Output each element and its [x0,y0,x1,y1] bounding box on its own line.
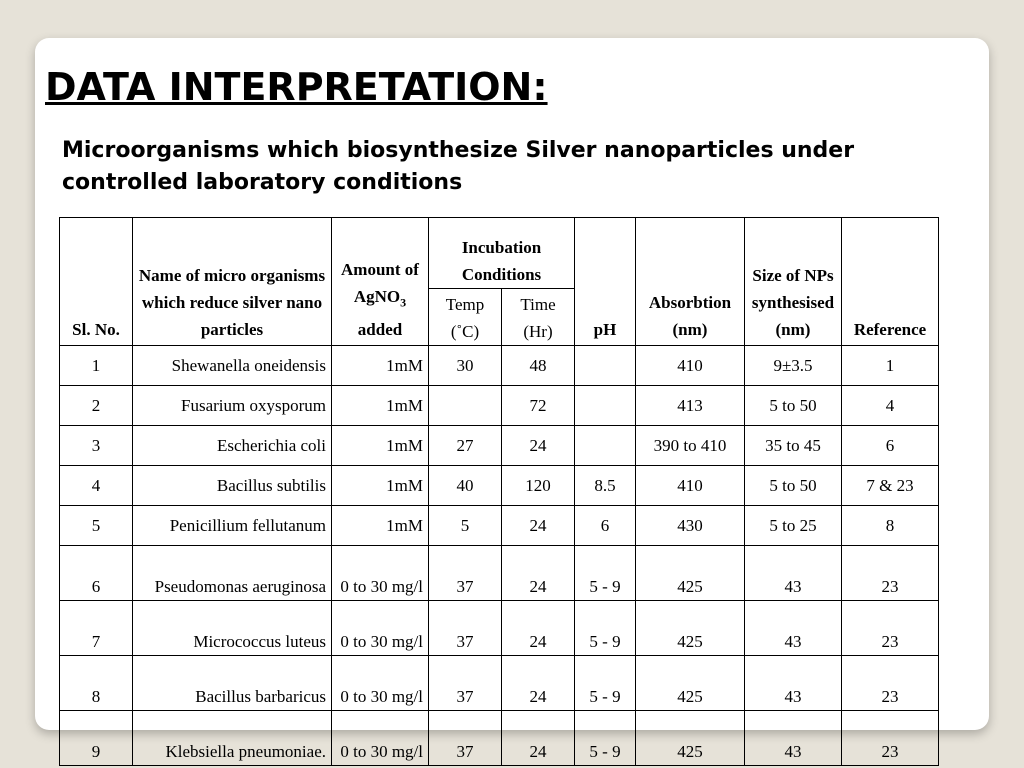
cell-ph: 8.5 [575,466,636,506]
table-row [60,546,939,601]
cell-reference: 6 [842,426,939,466]
header-ph: pH [575,218,636,346]
cell-ph: 5 - 9 [575,546,636,601]
cell-size: 9±3.5 [745,346,842,386]
cell-organism: Shewanella oneidensis [133,346,332,386]
cell-absorption: 425 [636,546,745,601]
cell-organism: Klebsiella pneumoniae. [133,711,332,766]
table-row [60,426,939,466]
header-absorption: Absorbtion (nm) [636,218,745,346]
cell-time: 120 [502,466,575,506]
cell-amount: 0 to 30 mg/l [332,656,429,711]
cell-time: 48 [502,346,575,386]
cell-reference: 4 [842,386,939,426]
cell-temp: 37 [429,546,502,601]
cell-ph [575,426,636,466]
cell-slno: 5 [60,506,133,546]
cell-absorption: 430 [636,506,745,546]
cell-slno: 8 [60,656,133,711]
cell-organism: Bacillus barbaricus [133,656,332,711]
cell-time: 24 [502,711,575,766]
cell-absorption: 425 [636,656,745,711]
cell-absorption: 425 [636,601,745,656]
header-name: Name of micro organisms which reduce silver nano particles [133,218,332,346]
cell-size: 5 to 50 [745,386,842,426]
cell-reference: 7 & 23 [842,466,939,506]
cell-time: 24 [502,546,575,601]
header-temp: Temp (˚C) [429,289,502,346]
header-size: Size of NPs synthesised (nm) [745,218,842,346]
cell-ph: 6 [575,506,636,546]
cell-slno: 6 [60,546,133,601]
slide-title: DATA INTERPRETATION: [45,65,548,109]
table-container [59,217,939,766]
header-amount-post: added [357,320,403,339]
cell-absorption: 425 [636,711,745,766]
table-row [60,506,939,546]
table-body [60,346,939,766]
cell-size: 43 [745,711,842,766]
cell-temp: 37 [429,601,502,656]
header-time: Time (Hr) [502,289,575,346]
cell-reference: 1 [842,346,939,386]
cell-temp: 37 [429,711,502,766]
table-row [60,346,939,386]
cell-organism: Micrococcus luteus [133,601,332,656]
header-amount-text: Amount of AgNO [341,259,419,306]
cell-ph: 5 - 9 [575,711,636,766]
cell-absorption: 410 [636,466,745,506]
cell-organism: Escherichia coli [133,426,332,466]
header-slno: Sl. No. [60,218,133,346]
cell-size: 35 to 45 [745,426,842,466]
cell-amount: 0 to 30 mg/l [332,546,429,601]
header-amount [332,218,429,346]
cell-temp: 5 [429,506,502,546]
slide [35,38,989,761]
table-row [60,466,939,506]
cell-slno: 1 [60,346,133,386]
cell-reference: 23 [842,711,939,766]
cell-temp: 30 [429,346,502,386]
cell-amount: 1mM [332,346,429,386]
cell-time: 72 [502,386,575,426]
cell-reference: 23 [842,656,939,711]
cell-organism: Penicillium fellutanum [133,506,332,546]
cell-absorption: 390 to 410 [636,426,745,466]
cell-organism: Bacillus subtilis [133,466,332,506]
header-amount-sub: 3 [400,295,407,309]
cell-ph [575,346,636,386]
cell-slno: 2 [60,386,133,426]
cell-size: 43 [745,601,842,656]
cell-reference: 23 [842,601,939,656]
cell-absorption: 410 [636,346,745,386]
cell-ph: 5 - 9 [575,601,636,656]
cell-size: 43 [745,546,842,601]
cell-organism: Pseudomonas aeruginosa [133,546,332,601]
cell-reference: 8 [842,506,939,546]
cell-amount: 1mM [332,386,429,426]
cell-temp: 27 [429,426,502,466]
cell-temp: 37 [429,656,502,711]
cell-reference: 23 [842,546,939,601]
table-row [60,656,939,711]
cell-absorption: 413 [636,386,745,426]
cell-amount: 0 to 30 mg/l [332,601,429,656]
table-row [60,601,939,656]
cell-time: 24 [502,656,575,711]
cell-slno: 4 [60,466,133,506]
cell-size: 5 to 50 [745,466,842,506]
table-row [60,386,939,426]
cell-slno: 9 [60,711,133,766]
cell-temp: 40 [429,466,502,506]
cell-size: 5 to 25 [745,506,842,546]
header-reference: Reference [842,218,939,346]
data-table [59,217,939,766]
cell-slno: 7 [60,601,133,656]
cell-organism: Fusarium oxysporum [133,386,332,426]
cell-amount: 1mM [332,426,429,466]
cell-time: 24 [502,506,575,546]
cell-temp [429,386,502,426]
header-incubation: Incubation Conditions [429,218,575,289]
table-row [60,711,939,766]
slide-subtitle: Microorganisms which biosynthesize Silver nanoparticles under controlled laboratory conditions [62,138,855,195]
cell-ph: 5 - 9 [575,656,636,711]
cell-ph [575,386,636,426]
cell-size: 43 [745,656,842,711]
cell-amount: 0 to 30 mg/l [332,711,429,766]
cell-amount: 1mM [332,466,429,506]
cell-slno: 3 [60,426,133,466]
cell-amount: 1mM [332,506,429,546]
cell-time: 24 [502,601,575,656]
cell-time: 24 [502,426,575,466]
